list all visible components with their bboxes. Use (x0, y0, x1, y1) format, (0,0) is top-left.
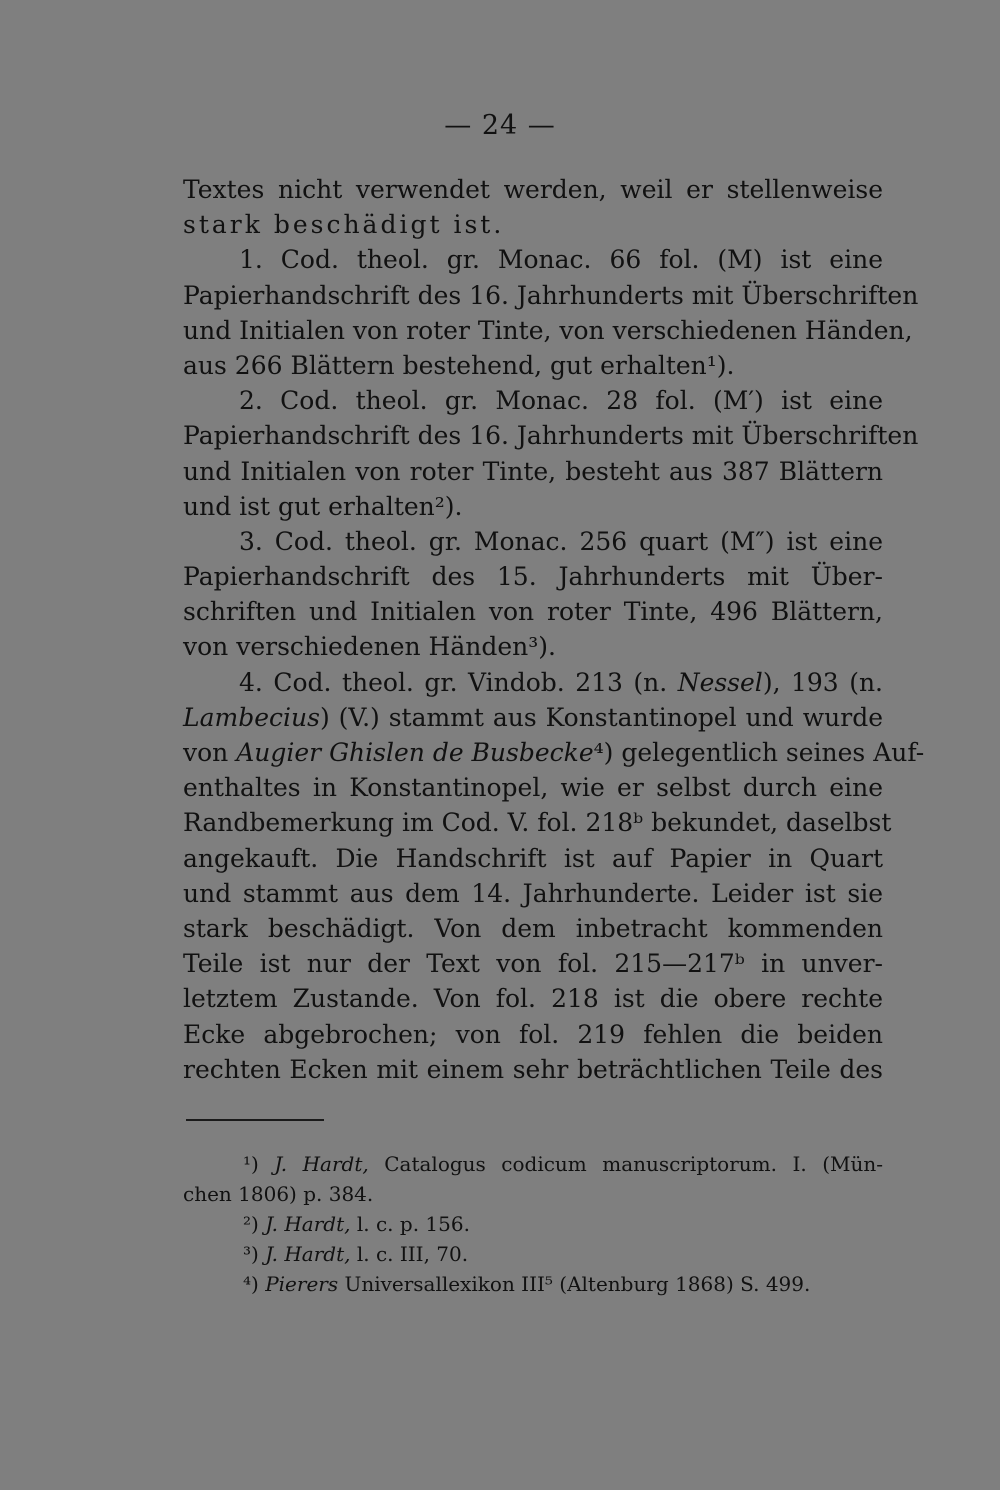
text-line (183, 700, 883, 735)
text-line: letztem Zustande. Von fol. 218 ist die obere rechte (183, 984, 883, 1014)
footnote-line-segment: Pierers (265, 1272, 339, 1296)
text-line: Papierhandschrift des 16. Jahrhunderts mit Überschriften (183, 421, 919, 451)
text-line-segment: Augier Ghislen de Busbecke (236, 738, 594, 767)
text-line: und Initialen von roter Tinte, besteht aus 387 Blättern (183, 456, 883, 486)
text-line-segment: Nessel (677, 667, 763, 697)
text-line: und ist gut erhalten²). (183, 491, 463, 521)
footnote-line-segment: J. Hardt, (265, 1242, 351, 1266)
text-line: stark beschädigt ist. (183, 210, 505, 240)
text-line-segment: ) (V.) stammt aus Konstantinopel und wurde (319, 702, 883, 732)
text-line: rechten Ecken mit einem sehr beträchtlichen Teile des (183, 1054, 883, 1084)
text-line-segment: Lambecius (183, 702, 320, 732)
footnotes (183, 1149, 883, 1299)
footnote-line (183, 1239, 883, 1269)
footnote-line-segment: ³) (243, 1242, 266, 1266)
text-line-segment: von (183, 738, 237, 767)
text-line: 2. Cod. theol. gr. Monac. 28 fol. (M′) ist eine (239, 386, 883, 416)
text-line: aus 266 Blättern bestehend, gut erhalten¹). (183, 350, 735, 380)
text-line: von verschiedenen Händen³). (183, 632, 556, 662)
footnote-line-segment: Universallexikon III⁵ (Altenburg 1868) S. 499. (338, 1272, 811, 1296)
text-line: und stammt aus dem 14. Jahrhunderte. Leider ist sie (183, 878, 883, 908)
text-line: enthaltes in Konstantinopel, wie er selbst durch eine (183, 773, 883, 803)
text-line (183, 735, 925, 770)
text-line: Papierhandschrift des 16. Jahrhunderts mit Überschriften (183, 280, 919, 310)
text-line: und Initialen von roter Tinte, von verschiedenen Händen, (183, 315, 913, 345)
main-text (183, 172, 925, 1087)
text-line: angekauft. Die Handschrift ist auf Papier in Quart (183, 843, 883, 873)
text-line: Randbemerkung im Cod. V. fol. 218ᵇ bekundet, daselbst (183, 808, 892, 838)
text-line-segment: ⁴) gelegentlich seines Auf- (593, 738, 925, 767)
footnote-line (183, 1209, 883, 1239)
text-line: Papierhandschrift des 15. Jahrhunderts mit Über- (183, 562, 883, 592)
footnote-line-segment: Catalogus codicum manuscriptorum. I. (Mün- (368, 1152, 883, 1176)
text-line: Ecke abgebrochen; von fol. 219 fehlen die beiden (183, 1019, 883, 1049)
footnote-line (183, 1269, 883, 1299)
footnote-line-segment: ⁴) (243, 1272, 266, 1296)
footnote-line-segment: ¹) (243, 1152, 275, 1176)
footnote-line-segment: J. Hardt, (265, 1212, 351, 1236)
text-line: schriften und Initialen von roter Tinte, 496 Blättern, (183, 597, 883, 627)
text-line: stark beschädigt. Von dem inbetracht kommenden (183, 913, 883, 943)
page-number: — 24 — (444, 110, 556, 141)
footnote-line (183, 1149, 883, 1179)
footnote-line-segment: J. Hardt, (274, 1152, 369, 1176)
footnote-line (183, 1179, 883, 1209)
text-line: 3. Cod. theol. gr. Monac. 256 quart (M″) ist eine (239, 526, 883, 556)
footnote-line-segment: l. c. III, 70. (350, 1242, 469, 1266)
text-line-segment: ), 193 (n. (762, 667, 883, 697)
footnote-line-segment: chen 1806) p. 384. (183, 1182, 374, 1206)
footnote-line-segment: l. c. p. 156. (350, 1212, 470, 1236)
footnote-line-segment: ²) (243, 1212, 266, 1236)
text-line: Teile ist nur der Text von fol. 215—217ᵇ in unver- (183, 949, 883, 979)
text-line-segment: 4. Cod. theol. gr. Vindob. 213 (n. (239, 667, 678, 697)
text-line: 1. Cod. theol. gr. Monac. 66 fol. (M) ist eine (239, 245, 883, 275)
text-line (183, 665, 883, 700)
text-line: Textes nicht verwendet werden, weil er stellenweise (183, 175, 883, 204)
footnote-divider (186, 1119, 324, 1121)
